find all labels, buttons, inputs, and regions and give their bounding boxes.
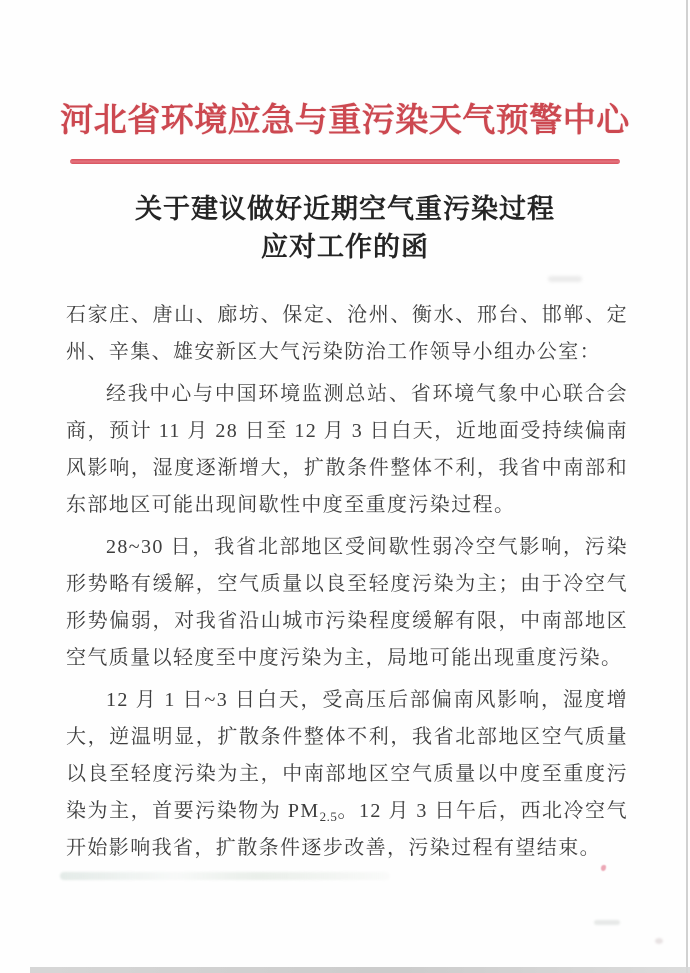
salutation-paragraph: 石家庄、唐山、廊坊、保定、沧州、衡水、邢台、邯郸、定州、辛集、雄安新区大气污染防治工作领导小组办公室： [66,304,628,363]
scan-smudge-artifact [548,276,582,282]
pm25-subscript: 2.5 [319,809,338,824]
scan-speck-artifact [601,865,606,871]
scan-edge-right [686,0,688,973]
paragraph-forecast: 经我中心与中国环境监测总站、省环境气象中心联合会商，预计 11 月 28 日至 12 月 3 日白天，近地面受持续偏南风影响，湿度逐渐增大，扩散条件整体不利，我省中南部和东部地区可能出现间歇性中度至重度污染过程。 [66,383,628,516]
paragraph-dec-1-3 [66,682,628,867]
document-title [0,190,690,266]
scan-speck-artifact [594,920,620,925]
document-title-line-1: 关于建议做好近期空气重污染过程 [135,194,555,224]
letter-body [66,297,628,867]
document-title-line-2: 应对工作的函 [261,232,429,262]
scan-smudge-artifact [60,872,390,880]
scan-speck-artifact [655,938,663,944]
letterhead-title: 河北省环境应急与重污染天气预警中心 [60,103,630,139]
paragraph-dec-1-3-text-before: 12 月 1 日~3 日白天，受高压后部偏南风影响，湿度增大，逆温明显，扩散条件整体不利，我省北部地区空气质量以良至轻度污染为主，中南部地区空气质量以中度至重度污染为主，首要污染物为 PM [66,689,628,822]
paragraph-nov-28-30: 28~30 日，我省北部地区受间歇性弱冷空气影响，污染形势略有缓解，空气质量以良至轻度污染为主；由于冷空气形势偏弱，对我省沿山城市污染程度缓解有限，中南部地区空气质量以轻度至中度污染为主，局地可能出现重度污染。 [66,536,628,669]
scan-edge-bottom [30,967,690,973]
letterhead-separator-rule [70,159,620,164]
paragraph-dec-1-3-text-after: 。12 月 3 日午后，西北冷空气开始影响我省，扩散条件逐步改善，污染过程有望结束。 [66,800,628,859]
